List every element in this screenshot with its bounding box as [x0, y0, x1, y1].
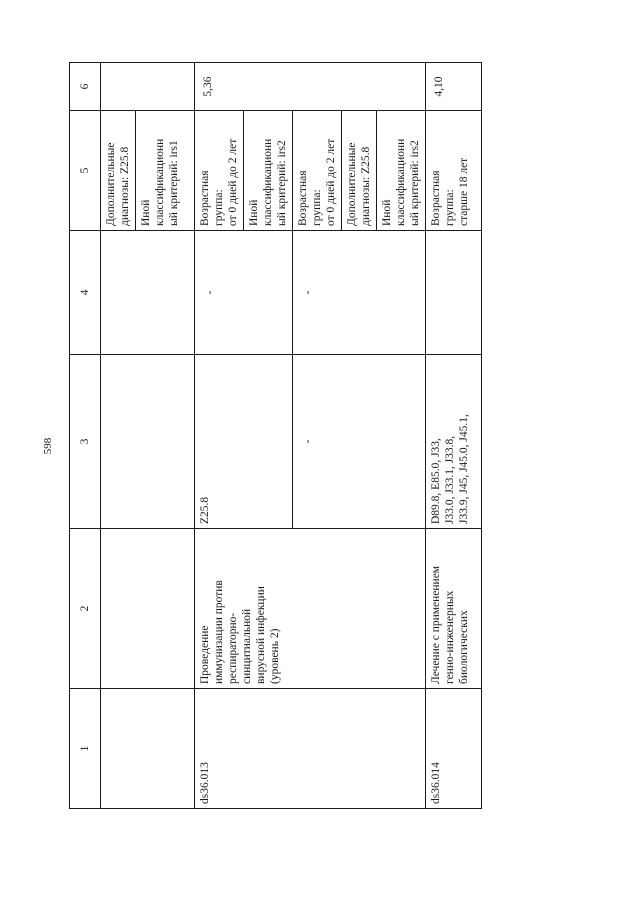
- col4-cell: [426, 231, 482, 355]
- criterion: Возрастная группа: от 0 дней до 2 лет: [293, 111, 342, 230]
- name-cell: [101, 529, 195, 689]
- criterion: Дополнительные диагнозы: Z25.8: [342, 111, 377, 230]
- table-row: [426, 63, 482, 809]
- header-cell: 2: [70, 529, 101, 689]
- name-cell: Проведение иммунизации против респираторно- синцитиальной вирусной инфекции (уровень 2): [195, 529, 426, 689]
- code-cell: ds36.013: [195, 689, 426, 809]
- table-row: [195, 63, 293, 809]
- diagnoses-cell: D89.8, E85.0, J33, J33.0, J33.1, J33.8, J33.9, J45, J45.0, J45.1,: [426, 355, 482, 529]
- code-cell: [101, 689, 195, 809]
- header-row: [70, 63, 101, 809]
- header-cell: 6: [70, 63, 101, 111]
- col4-cell: -: [293, 231, 426, 355]
- coef-cell: [101, 63, 195, 111]
- table-row: [101, 63, 195, 809]
- header-cell: 1: [70, 689, 101, 809]
- col4-cell: [101, 231, 195, 355]
- criterion: Иной классификационн ый критерий: irs2: [248, 138, 288, 226]
- criteria-cell: [101, 111, 195, 231]
- name-cell: Лечение с применением генно-инженерных биологических: [426, 529, 482, 689]
- page-number: 598: [42, 437, 54, 455]
- tariff-table: [69, 62, 482, 809]
- criteria-cell: [426, 111, 482, 231]
- criterion: Иной классификационн ый критерий: irs2: [381, 138, 421, 226]
- coef-cell: 4,10: [426, 63, 482, 111]
- criterion: Возрастная группа: от 0 дней до 2 лет: [195, 111, 244, 230]
- coef-cell: 5,36: [195, 63, 426, 111]
- col4-cell: -: [195, 231, 293, 355]
- header-cell: 4: [70, 231, 101, 355]
- criterion: Возрастная группа: старше 18 лет: [430, 157, 470, 226]
- diagnoses-cell: -: [293, 355, 426, 529]
- criterion: Дополнительные диагнозы: Z25.8: [101, 111, 136, 230]
- diagnoses-cell: [101, 355, 195, 529]
- header-cell: 5: [70, 111, 101, 231]
- criteria-cell: [293, 111, 426, 231]
- criterion: Иной классификационн ый критерий: irs1: [140, 138, 180, 226]
- rotated-table-container: [69, 63, 543, 809]
- header-cell: 3: [70, 355, 101, 529]
- code-cell: ds36.014: [426, 689, 482, 809]
- criteria-cell: [195, 111, 293, 231]
- diagnoses-cell: Z25.8: [195, 355, 293, 529]
